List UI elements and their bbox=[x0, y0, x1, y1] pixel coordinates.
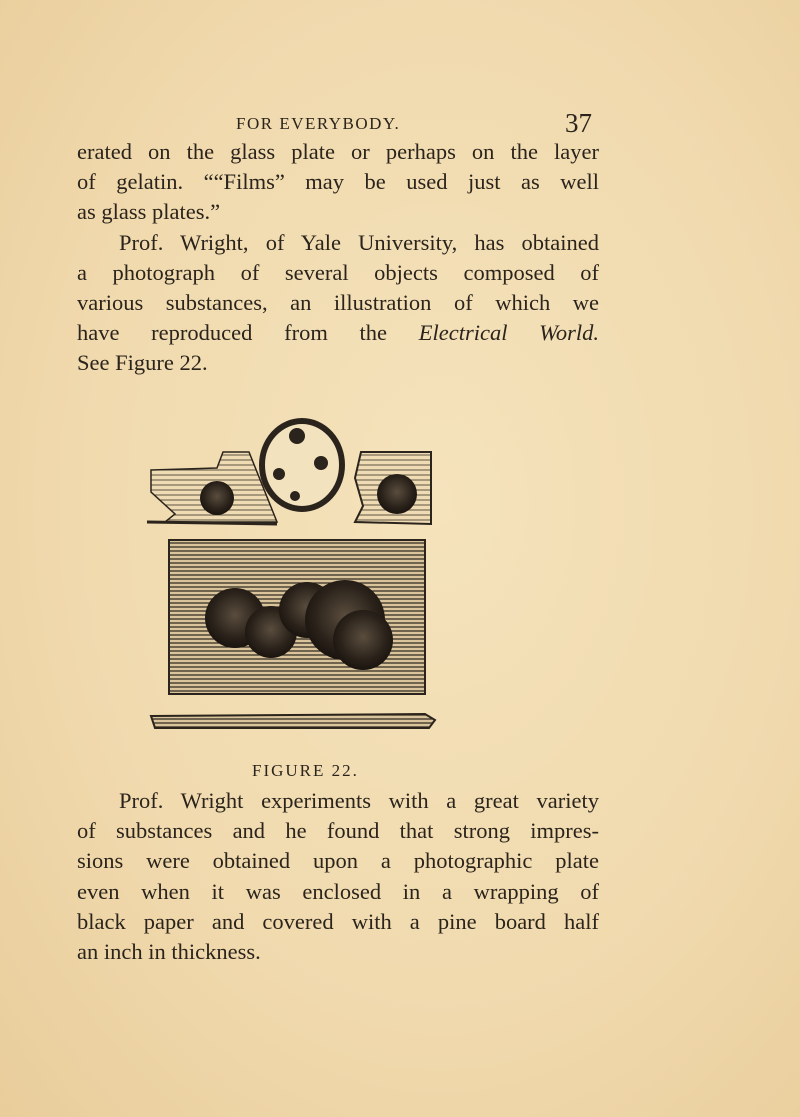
text-line: various substances, an illustration of which we bbox=[77, 290, 599, 316]
text-block-bottom bbox=[77, 786, 599, 967]
text-line: even when it was enclosed in a wrapping of bbox=[77, 878, 599, 904]
photographic-plate bbox=[169, 540, 425, 694]
text-line: as glass plates.” bbox=[77, 199, 221, 225]
bottom-rod bbox=[151, 714, 435, 728]
italic-title: Electrical World. bbox=[418, 320, 599, 346]
left-object bbox=[147, 452, 277, 524]
text-line: of gelatin. ““Films” may be used just as well bbox=[77, 169, 599, 195]
text-line: an inch in thickness. bbox=[77, 939, 261, 965]
running-head: FOR EVERYBODY. bbox=[236, 114, 401, 133]
text-fragment: have reproduced from the bbox=[77, 320, 419, 346]
text-line: black paper and covered with a pine board half bbox=[77, 908, 599, 934]
page-number: 37 bbox=[565, 108, 592, 138]
text-line bbox=[77, 318, 599, 348]
text-line: erated on the glass plate or perhaps on the layer bbox=[77, 139, 599, 164]
text-line: See Figure 22. bbox=[77, 350, 208, 376]
text-line: of substances and he found that strong impres- bbox=[77, 818, 599, 844]
figure-illustration bbox=[145, 418, 441, 750]
text-line: a photograph of several objects composed of bbox=[77, 259, 599, 285]
text-line: Prof. Wright, of Yale University, has obtained bbox=[119, 229, 599, 255]
text-line: Prof. Wright experiments with a great variety bbox=[119, 788, 599, 813]
text-block-top bbox=[77, 137, 599, 379]
text-line: sions were obtained upon a photographic plate bbox=[77, 848, 599, 874]
figure-caption: FIGURE 22. bbox=[252, 761, 359, 780]
right-object bbox=[355, 452, 431, 524]
middle-disc bbox=[262, 421, 342, 509]
